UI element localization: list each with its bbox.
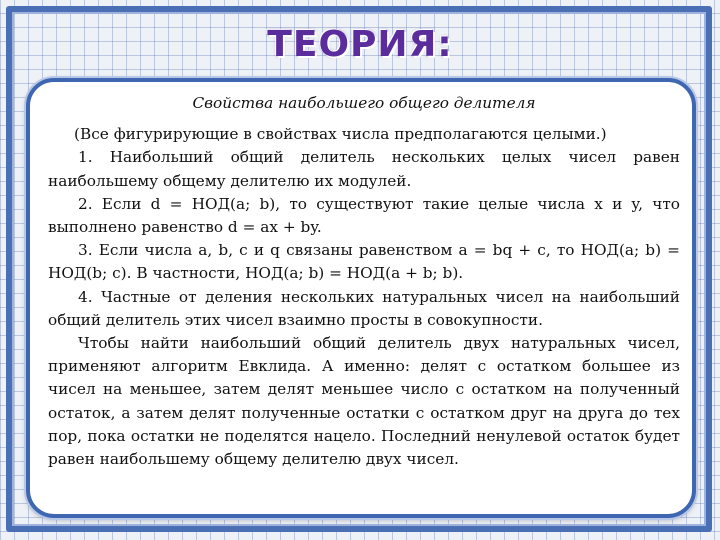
section-heading: Свойства наибольшего общего делителя — [192, 94, 536, 112]
paragraph-property-3: 3. Если числа a, b, c и q связаны равенством a = bq + c, то НОД(a; b) = НОД(b; c). В частности, НОД(a; b) = НОД(a + b; b). — [48, 241, 680, 283]
paragraph-property-4: 4. Частные от деления нескольких натуральных чисел на наибольший общий делитель этих чисел взаимно просты в совокупности. — [48, 287, 680, 329]
page-title: ТЕОРИЯ: — [267, 24, 453, 65]
paragraph-euclid: Чтобы найти наибольший общий делитель двух натуральных чисел, применяют алгоритм Евклида. А именно: делят с остатком большее из чисел на меньшее, затем делят меньшее число с остатком на полученный остаток, а затем делят полученные остатки с остатком друг на друга до тех пор, пока остатки не поделятся нацело. Последний ненулевой остаток будет равен наибольшему общему делителю двух чисел. — [48, 334, 680, 469]
paragraph-property-2: 2. Если d = НОД(a; b), то существуют такие целые числа x и y, что выполнено равенство d = ax + by. — [48, 194, 680, 237]
paragraph-property-1: 1. Наибольший общий делитель нескольких целых чисел равен наибольшему общему делителю их модулей. — [48, 148, 680, 190]
paragraph-intro: (Все фигурирующие в свойствах числа предполагаются целыми.) — [74, 125, 607, 144]
theory-content — [48, 92, 680, 471]
